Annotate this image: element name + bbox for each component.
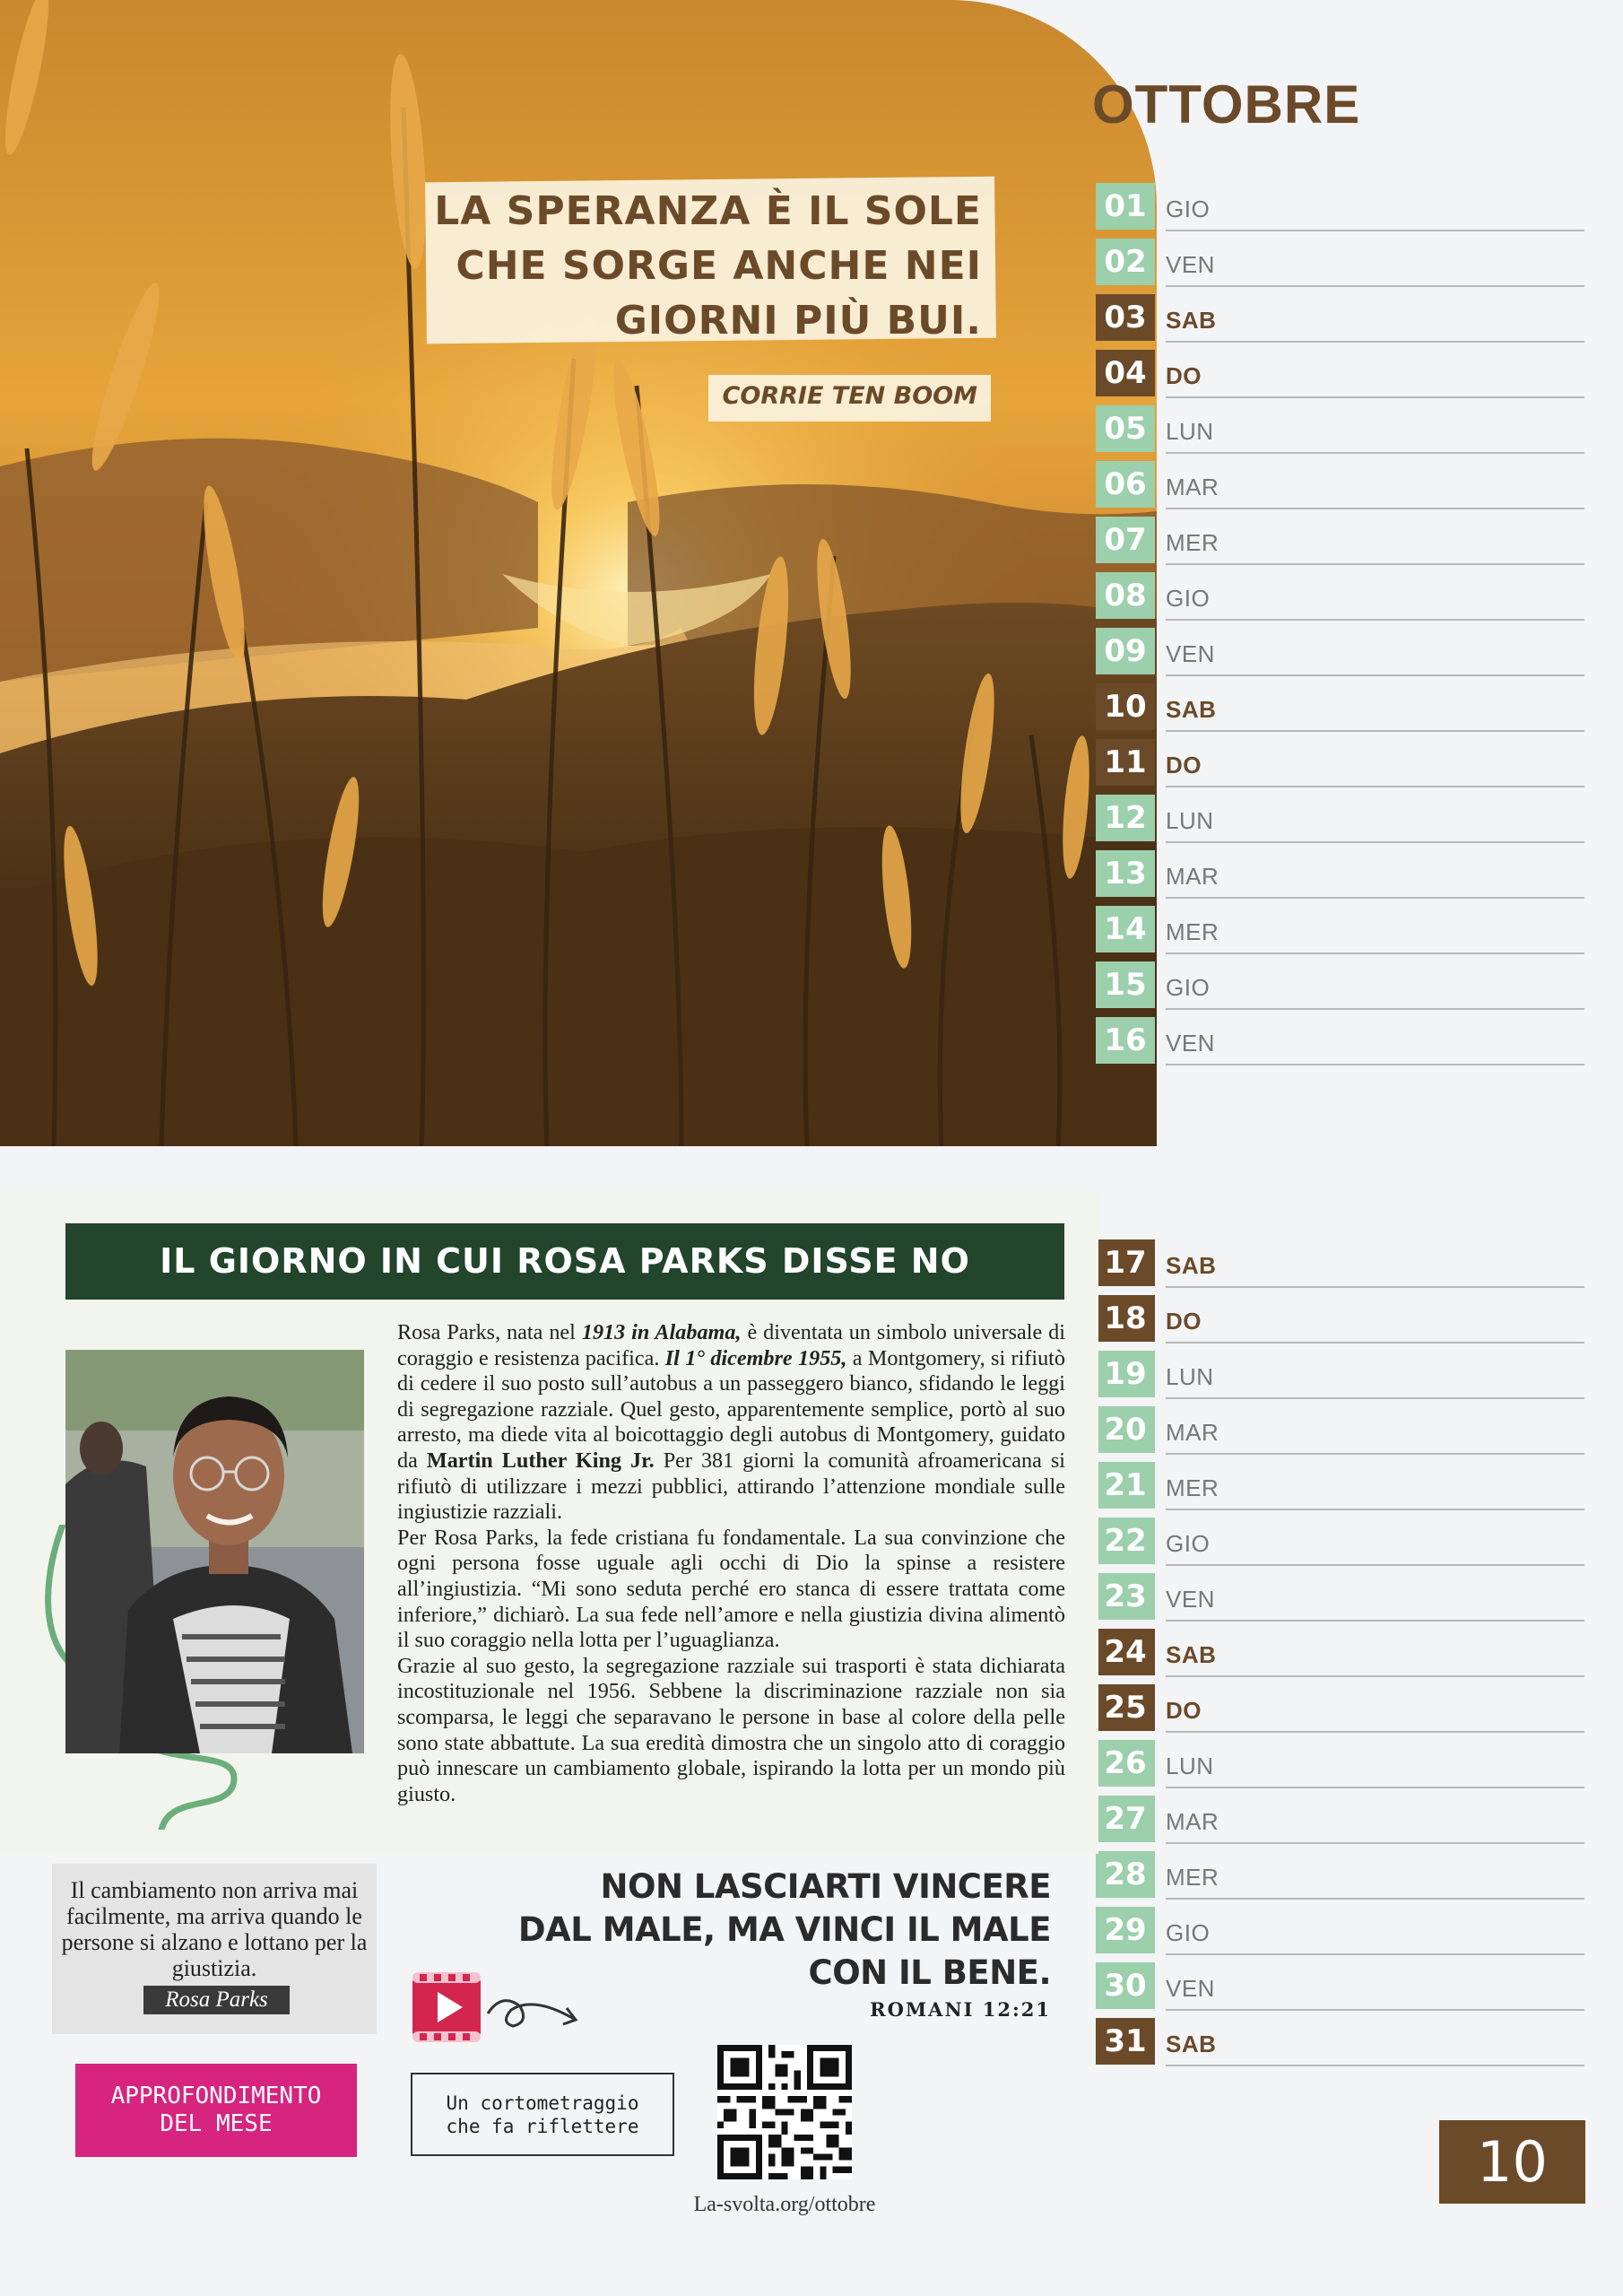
- day-writing-line: [1166, 1509, 1584, 1510]
- day-writing-line: [1166, 2009, 1584, 2011]
- day-number: 02: [1096, 239, 1155, 285]
- day-number: 23: [1096, 1573, 1155, 1620]
- day-number: 01: [1096, 183, 1155, 230]
- day-writing-line: [1166, 841, 1584, 843]
- calendar-day-05: [1096, 405, 1584, 454]
- day-writing-line: [1166, 1787, 1584, 1788]
- hero-photo: [0, 0, 1157, 1146]
- day-writing-line: [1166, 1953, 1584, 1955]
- day-number: 20: [1096, 1406, 1155, 1453]
- hero-quote-author: CORRIE TEN BOOM: [722, 382, 977, 410]
- verse-line: CON IL BENE.: [808, 1953, 1051, 1992]
- article-paragraph: [397, 1320, 1065, 1526]
- calendar-day-17: [1096, 1239, 1584, 1288]
- calendar-day-06: [1096, 461, 1584, 509]
- day-number: 03: [1096, 294, 1155, 341]
- arrow-right-icon: [484, 1987, 583, 2040]
- day-name: DO: [1166, 1308, 1202, 1335]
- day-writing-line: [1166, 1397, 1584, 1399]
- day-writing-line: [1166, 1842, 1584, 1844]
- day-name: GIO: [1166, 1919, 1211, 1946]
- calendar-day-19: [1096, 1351, 1584, 1399]
- day-number: 05: [1096, 405, 1155, 452]
- calendar-day-07: [1096, 517, 1584, 565]
- day-writing-line: [1166, 1008, 1584, 1010]
- day-writing-line: [1166, 1898, 1584, 1900]
- month-title: OTTOBRE: [1092, 74, 1361, 135]
- day-name: MAR: [1166, 474, 1219, 500]
- day-number: 13: [1096, 850, 1155, 897]
- video-play-icon[interactable]: [411, 1970, 482, 2044]
- day-number: 21: [1096, 1462, 1155, 1509]
- calendar-day-28: [1096, 1851, 1584, 1900]
- article-text: Per 381 giorni la comunità afroamericana si rifiutò di utilizzare i mezzi pubblici, attirando l’attenzione mondiale sulle ingiustizie razziali.: [397, 1448, 1065, 1525]
- day-name: SAB: [1166, 1641, 1217, 1668]
- sunset-landscape-image: [0, 0, 1157, 1146]
- day-writing-line: [1166, 1675, 1584, 1677]
- page-number: 10: [1439, 2120, 1585, 2204]
- calendar-day-14: [1096, 906, 1584, 954]
- short-film-box[interactable]: [411, 2073, 674, 2156]
- day-name: GIO: [1166, 585, 1211, 612]
- calendar-day-24: [1096, 1629, 1584, 1677]
- calendar-day-09: [1096, 628, 1584, 676]
- day-number: 04: [1096, 350, 1155, 396]
- day-name: DO: [1166, 752, 1202, 778]
- day-writing-line: [1166, 230, 1584, 231]
- verse-reference: ROMANI 12:21: [870, 1998, 1051, 2021]
- hero-quote-line: GIORNI PIÙ BUI.: [614, 298, 982, 344]
- calendar-day-31: [1096, 2018, 1584, 2066]
- article-title: IL GIORNO IN CUI ROSA PARKS DISSE NO: [160, 1241, 970, 1281]
- article-text: a Montgomery, si rifiutò di cedere il suo posto sull’autobus a un passeggero bianco, sfidando le leggi di segregazione razziale. Quel gesto, apparentemente semplice, portò al suo arresto, ma diede vita al boicottaggio degli autobus di Montgomery, guidato da: [397, 1345, 1065, 1473]
- day-writing-line: [1166, 452, 1584, 454]
- day-number: 10: [1096, 683, 1155, 730]
- article-paragraph: Per Rosa Parks, la fede cristiana fu fondamentale. La sua convinzione che ogni persona fosse uguale agli occhi di Dio la spinse a resistere all’ingiustizia. “Mi sono seduta perché ero stanca di essere trattata come inferiore,” dichiarò. La sua fede nell’amore e nella giustizia divina alimentò il suo coraggio nella lotta per l’uguaglianza.: [397, 1525, 1065, 1653]
- day-number: 16: [1096, 1017, 1155, 1064]
- day-writing-line: [1166, 285, 1584, 287]
- mini-quote-text: Il cambiamento non arriva mai facilmente, ma arriva quando le persone si alzano e lottano per la giustizia.: [61, 1877, 368, 1981]
- calendar-day-16: [1096, 1017, 1584, 1065]
- day-writing-line: [1166, 619, 1584, 621]
- day-number: 11: [1096, 739, 1155, 786]
- day-writing-line: [1166, 1564, 1584, 1566]
- day-writing-line: [1166, 1064, 1584, 1065]
- day-name: SAB: [1166, 696, 1217, 723]
- calendar-day-13: [1096, 850, 1584, 899]
- day-number: 08: [1096, 572, 1155, 619]
- day-name: DO: [1166, 1697, 1202, 1724]
- calendar-day-20: [1096, 1406, 1584, 1455]
- day-writing-line: [1166, 563, 1584, 565]
- day-number: 18: [1096, 1295, 1155, 1342]
- article-emphasis: 1913 in Alabama,: [581, 1320, 742, 1344]
- day-name: LUN: [1166, 1752, 1214, 1779]
- hero-quote-line: LA SPERANZA È IL SOLE: [434, 188, 982, 234]
- day-name: MER: [1166, 918, 1219, 945]
- article-paragraph: Grazie al suo gesto, la segregazione razziale sui trasporti è stata dichiarata incostituzionale nel 1956. Sebbene la discriminazione razziale non sia scomparsa, le leggi che separavano le persone in base al colore della pelle sono state abbattute. La sua eredità dimostra che un singolo atto di coraggio può innescare un cambiamento globale, ispirando la lotta per un mondo più giusto.: [397, 1653, 1065, 1806]
- day-number: 19: [1096, 1351, 1155, 1397]
- day-name: MER: [1166, 1474, 1219, 1501]
- day-name: MAR: [1166, 1808, 1219, 1835]
- article-text: è diventata un simbolo universale di coraggio e resistenza pacifica.: [397, 1320, 1065, 1370]
- calendar-day-12: [1096, 795, 1584, 843]
- day-writing-line: [1166, 396, 1584, 398]
- day-name: SAB: [1166, 307, 1217, 334]
- day-number: 06: [1096, 461, 1155, 508]
- day-writing-line: [1166, 1731, 1584, 1733]
- day-writing-line: [1166, 952, 1584, 954]
- day-writing-line: [1166, 508, 1584, 509]
- calendar-day-02: [1096, 239, 1584, 287]
- calendar-day-26: [1096, 1740, 1584, 1788]
- calendar-day-22: [1096, 1518, 1584, 1566]
- day-writing-line: [1166, 730, 1584, 732]
- day-number: 31: [1096, 2018, 1155, 2065]
- approfondimento-label: DEL MESE: [160, 2110, 273, 2137]
- calendar-day-03: [1096, 294, 1584, 343]
- calendar-day-30: [1096, 1962, 1584, 2011]
- day-number: 17: [1096, 1239, 1155, 1286]
- day-writing-line: [1166, 341, 1584, 343]
- day-name: LUN: [1166, 807, 1214, 834]
- day-writing-line: [1166, 1286, 1584, 1288]
- article-emphasis: Il 1° dicembre 1955,: [664, 1345, 847, 1370]
- day-name: VEN: [1166, 251, 1215, 278]
- day-writing-line: [1166, 1453, 1584, 1455]
- verse-line: DAL MALE, MA VINCI IL MALE: [517, 1910, 1051, 1949]
- day-name: GIO: [1166, 974, 1211, 1001]
- short-film-label: che fa riflettere: [446, 2115, 639, 2137]
- website-url[interactable]: La-svolta.org/ottobre: [693, 2193, 876, 2216]
- mini-quote-author: Rosa Parks: [143, 1986, 290, 2014]
- day-number: 15: [1096, 961, 1155, 1008]
- day-writing-line: [1166, 897, 1584, 899]
- calendar-day-10: [1096, 683, 1584, 732]
- day-name: VEN: [1166, 1586, 1215, 1613]
- day-writing-line: [1166, 786, 1584, 787]
- calendar-day-18: [1096, 1295, 1584, 1344]
- calendar-day-29: [1096, 1907, 1584, 1955]
- day-number: 09: [1096, 628, 1155, 674]
- day-name: LUN: [1166, 1363, 1214, 1390]
- bible-verse: [502, 1866, 1051, 1995]
- day-number: 12: [1096, 795, 1155, 841]
- day-writing-line: [1166, 2065, 1584, 2066]
- day-name: GIO: [1166, 196, 1211, 222]
- verse-line: NON LASCIARTI VINCERE: [600, 1867, 1051, 1906]
- day-number: 22: [1096, 1518, 1155, 1564]
- article-emphasis: Martin Luther King Jr.: [426, 1448, 655, 1473]
- day-name: VEN: [1166, 640, 1215, 667]
- article-text: Rosa Parks, nata nel: [397, 1320, 582, 1344]
- day-writing-line: [1166, 1620, 1584, 1622]
- day-number: 24: [1096, 1629, 1155, 1675]
- calendar-day-11: [1096, 739, 1584, 787]
- day-name: MER: [1166, 529, 1219, 556]
- short-film-label: Un cortometraggio: [446, 2092, 639, 2114]
- day-writing-line: [1166, 1342, 1584, 1344]
- day-number: 07: [1096, 517, 1155, 563]
- day-name: LUN: [1166, 418, 1214, 445]
- day-number: 27: [1096, 1796, 1155, 1842]
- calendar-day-08: [1096, 572, 1584, 621]
- day-number: 26: [1096, 1740, 1155, 1787]
- approfondimento-button[interactable]: [75, 2064, 357, 2157]
- day-number: 30: [1096, 1962, 1155, 2009]
- approfondimento-label: APPROFONDIMENTO: [110, 2083, 322, 2109]
- day-name: VEN: [1166, 1975, 1215, 2002]
- day-name: MAR: [1166, 863, 1219, 890]
- calendar-day-23: [1096, 1573, 1584, 1622]
- day-name: MER: [1166, 1864, 1219, 1891]
- day-number: 28: [1096, 1851, 1155, 1898]
- rosa-parks-portrait: [65, 1350, 364, 1753]
- calendar-day-21: [1096, 1462, 1584, 1510]
- day-number: 14: [1096, 906, 1155, 952]
- qr-code[interactable]: [717, 2045, 852, 2179]
- day-name: MAR: [1166, 1419, 1219, 1446]
- calendar-day-27: [1096, 1796, 1584, 1844]
- hero-quote-line: CHE SORGE ANCHE NEI: [456, 243, 982, 289]
- day-name: VEN: [1166, 1030, 1215, 1057]
- day-writing-line: [1166, 674, 1584, 676]
- calendar-day-01: [1096, 183, 1584, 231]
- day-number: 29: [1096, 1907, 1155, 1953]
- day-name: DO: [1166, 362, 1202, 389]
- article-body: [397, 1320, 1065, 1807]
- day-name: SAB: [1166, 1252, 1217, 1279]
- calendar-day-25: [1096, 1684, 1584, 1733]
- day-number: 25: [1096, 1684, 1155, 1731]
- calendar-day-04: [1096, 350, 1584, 398]
- hero-quote: [421, 184, 982, 348]
- calendar-day-15: [1096, 961, 1584, 1010]
- day-name: GIO: [1166, 1530, 1211, 1557]
- day-name: SAB: [1166, 2031, 1217, 2057]
